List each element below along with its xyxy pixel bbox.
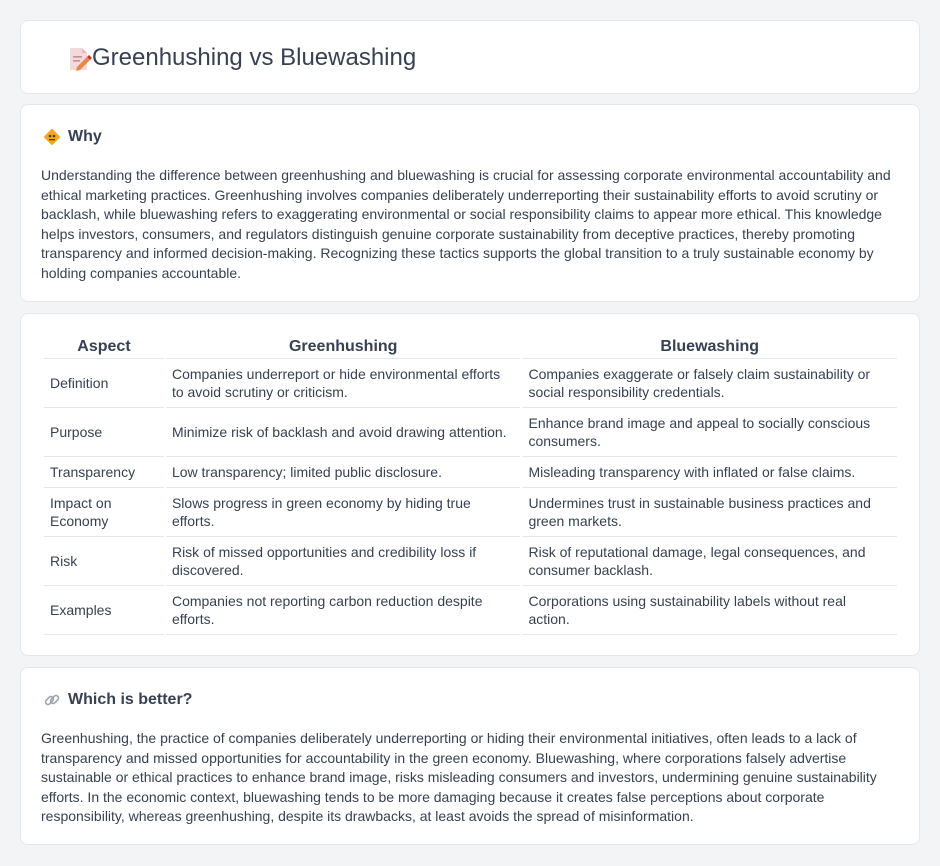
better-text: Greenhushing, the practice of companies deliberately underreporting or hiding their environmental initiatives, often leads to a lack of transparency and missed opportunities for accountability in the green economy. Bluewashing, where corporations falsely advertise sustainable or ethical practices to enhance brand image, risks misleading consumers and investors, undermining genuine sustainability efforts. In the economic context, bluewashing tends to be more damaging because it creates false perceptions about corporate responsibility, whereas greenhushing, despite its drawbacks, at least avoids the spread of misinformation.: [41, 730, 877, 824]
diamond-sign-icon: [43, 128, 61, 146]
row-bluewashing: Risk of reputational damage, legal consequences, and consumer backlash.: [522, 537, 897, 586]
row-greenhushing: Companies underreport or hide environmental efforts to avoid scrutiny or criticism.: [166, 359, 521, 408]
better-title: Which is better?: [68, 691, 193, 708]
row-aspect: Examples: [44, 586, 164, 635]
row-greenhushing: Low transparency; limited public disclosure.: [166, 457, 521, 488]
table-row: [44, 457, 897, 488]
why-section: [20, 104, 920, 302]
better-heading: [43, 690, 192, 710]
row-aspect: Transparency: [44, 457, 164, 488]
table-row: [44, 359, 897, 408]
comparison-table: [42, 335, 899, 635]
page-title: Greenhushing vs Bluewashing: [92, 44, 417, 71]
table-row: [44, 408, 897, 457]
row-greenhushing: Minimize risk of backlash and avoid drawing attention.: [166, 408, 521, 457]
header-aspect: Aspect: [44, 335, 164, 359]
header-greenhushing: Greenhushing: [166, 335, 521, 359]
document-edit-icon: [65, 45, 93, 73]
row-aspect: Impact on Economy: [44, 488, 164, 537]
row-bluewashing: Corporations using sustainability labels without real action.: [522, 586, 897, 635]
header-bluewashing: Bluewashing: [522, 335, 897, 359]
why-title: Why: [68, 128, 102, 145]
table-row: [44, 586, 897, 635]
row-bluewashing: Enhance brand image and appeal to socially conscious consumers.: [522, 408, 897, 457]
why-heading: [43, 127, 102, 147]
comparison-section: [20, 313, 920, 656]
row-greenhushing: Slows progress in green economy by hiding true efforts.: [166, 488, 521, 537]
row-bluewashing: Companies exaggerate or falsely claim sustainability or social responsibility credentials.: [522, 359, 897, 408]
table-row: [44, 488, 897, 537]
row-aspect: Purpose: [44, 408, 164, 457]
why-text: Understanding the difference between greenhushing and bluewashing is crucial for assessing corporate environmental accountability and ethical marketing practices. Greenhushing involves companies deliberately underreporting their sustainability efforts to avoid scrutiny or backlash, while bluewashing refers to exaggerating environmental or social responsibility claims to appear more ethical. This knowledge helps investors, consumers, and regulators distinguish genuine corporate sustainability from deceptive practices, thereby promoting transparency and informed decision-making. Recognizing these tactics supports the global transition to a truly sustainable economy by holding companies accountable.: [41, 167, 891, 281]
table-row: [44, 537, 897, 586]
row-bluewashing: Misleading transparency with inflated or false claims.: [522, 457, 897, 488]
better-section: [20, 667, 920, 845]
row-aspect: Definition: [44, 359, 164, 408]
link-icon: [43, 691, 61, 709]
row-greenhushing: Companies not reporting carbon reduction despite efforts.: [166, 586, 521, 635]
row-bluewashing: Undermines trust in sustainable business practices and green markets.: [522, 488, 897, 537]
row-aspect: Risk: [44, 537, 164, 586]
header-card: [20, 20, 920, 94]
row-greenhushing: Risk of missed opportunities and credibility loss if discovered.: [166, 537, 521, 586]
table-header-row: [44, 335, 897, 359]
